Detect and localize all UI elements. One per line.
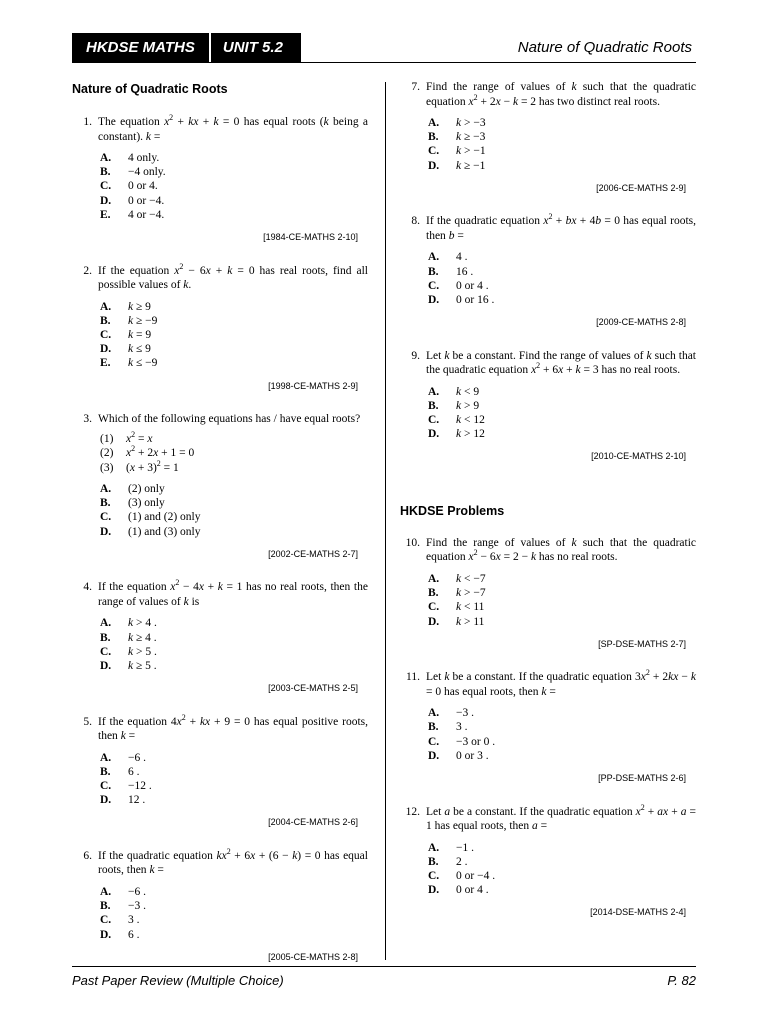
question-number: 1. <box>83 116 92 128</box>
option-letter: D. <box>428 749 440 762</box>
option-b <box>428 720 696 734</box>
option-a <box>428 116 696 130</box>
option-text: k ≥ −1 <box>456 159 486 172</box>
option-b <box>100 631 368 645</box>
option-text: 4 or −4. <box>128 208 165 221</box>
topic-title: Nature of Quadratic Roots <box>517 39 692 56</box>
option-letter: D. <box>100 343 112 356</box>
page-number: P. 82 <box>667 973 696 988</box>
option-d <box>428 427 696 441</box>
option-d <box>100 194 368 208</box>
option-letter: B. <box>428 587 439 600</box>
question-number: 10. <box>405 536 420 549</box>
option-text: 6 . <box>128 765 140 778</box>
option-a <box>100 751 368 765</box>
option-letter: B. <box>428 855 439 868</box>
option-d <box>428 749 696 763</box>
option-letter: D. <box>428 159 440 172</box>
page-header <box>72 33 696 63</box>
option-letter: C. <box>100 780 112 793</box>
option-letter: D. <box>100 525 112 538</box>
question-10 <box>400 536 696 651</box>
options <box>428 841 696 898</box>
option-text: k ≤ −9 <box>128 357 158 370</box>
option-b <box>428 130 696 144</box>
question-6 <box>72 849 368 964</box>
option-d <box>428 883 696 897</box>
question-2 <box>72 261 368 394</box>
option-letter: B. <box>100 497 111 510</box>
option-letter: D. <box>428 615 440 628</box>
right-column <box>400 80 696 920</box>
question-9 <box>400 349 696 464</box>
question-3 <box>72 412 368 561</box>
option-text: 0 or 3 . <box>456 749 489 762</box>
option-letter: C. <box>100 914 112 927</box>
option-text: 0 or 16 . <box>456 293 495 306</box>
option-text: −3 or 0 . <box>456 735 496 748</box>
option-a <box>100 300 368 314</box>
options <box>100 482 368 539</box>
option-b <box>100 496 368 510</box>
option-letter: E. <box>100 357 111 370</box>
option-d <box>100 659 368 673</box>
option-c <box>428 735 696 749</box>
option-c <box>100 510 368 524</box>
option-b <box>428 399 696 413</box>
options <box>100 885 368 942</box>
option-letter: D. <box>100 659 112 672</box>
option-letter: A. <box>100 885 112 898</box>
option-a <box>100 482 368 496</box>
option-letter: E. <box>100 208 111 221</box>
option-text: −1 . <box>456 841 474 854</box>
option-d <box>100 928 368 942</box>
option-c <box>100 913 368 927</box>
option-b <box>428 265 696 279</box>
option-text: −12 . <box>128 780 152 793</box>
option-letter: D. <box>100 194 112 207</box>
statement: (3) $(x + 3)^2 = 1$ <box>100 458 179 474</box>
option-text: 0 or −4. <box>128 194 165 207</box>
question-text: If the quadratic equation $kx^2 + 6x + (6 - k) = 0$ has equal roots, then k = <box>98 847 368 877</box>
statements <box>100 429 368 476</box>
option-d <box>100 525 368 539</box>
option-letter: A. <box>428 117 440 129</box>
question-number: 3. <box>83 413 92 426</box>
option-letter: B. <box>100 765 111 778</box>
option-text: k > 9 <box>456 399 480 412</box>
option-text: 3 . <box>456 721 468 734</box>
option-text: k ≤ 9 <box>128 343 151 356</box>
option-e <box>100 208 368 222</box>
question-number: 11. <box>406 671 420 684</box>
source-ref: [2014-DSE-MATHS 2-4] <box>590 907 686 918</box>
option-b <box>428 855 696 869</box>
option-a <box>428 250 696 264</box>
option-a <box>428 572 696 586</box>
option-text: −3 . <box>456 707 474 720</box>
question-number: 6. <box>83 849 92 862</box>
question-text: The equation $x^2$ + kx + k = 0 has equal roots (k being a constant). k = <box>98 113 368 143</box>
option-letter: D. <box>100 794 112 807</box>
statement: (2) $x^2 + 2x + 1 = 0$ <box>100 444 195 460</box>
option-letter: A. <box>100 152 112 164</box>
option-letter: C. <box>100 511 112 524</box>
option-d <box>100 342 368 356</box>
option-text: 16 . <box>456 265 474 278</box>
options <box>100 616 368 673</box>
option-text: k > −1 <box>456 145 486 158</box>
question-text: Let a be a constant. If the quadratic equation $x^2$ + ax + a = 1 has equal roots, then a = <box>426 802 696 833</box>
option-letter: B. <box>428 721 439 734</box>
question-4 <box>72 580 368 695</box>
options <box>428 572 696 629</box>
question-11 <box>400 670 696 785</box>
option-letter: B. <box>100 631 111 644</box>
option-b <box>428 586 696 600</box>
options <box>428 250 696 307</box>
option-text: k ≥ 9 <box>128 300 151 313</box>
option-letter: D. <box>428 293 440 306</box>
option-b <box>100 899 368 913</box>
question-text: If the quadratic equation $x^2$ + bx + 4b = 0 has equal roots, then b = <box>426 212 696 242</box>
left-column <box>72 80 368 964</box>
footer-title: Past Paper Review (Multiple Choice) <box>72 973 284 988</box>
option-a <box>428 385 696 399</box>
option-letter: C. <box>428 279 440 292</box>
options <box>100 300 368 371</box>
question-number: 5. <box>83 715 92 728</box>
statement: (1) $x^2 = x$ <box>100 429 153 445</box>
options <box>428 116 696 173</box>
options <box>100 751 368 808</box>
section-heading: Nature of Quadratic Roots <box>72 82 228 96</box>
option-letter: C. <box>100 328 112 341</box>
option-c <box>428 413 696 427</box>
option-letter: A. <box>100 483 112 496</box>
option-text: −4 only. <box>128 166 166 179</box>
option-text: k > 5 . <box>128 645 157 658</box>
source-ref: [2003-CE-MATHS 2-5] <box>268 683 358 694</box>
option-letter: D. <box>428 428 440 441</box>
option-text: k = 9 <box>128 328 152 341</box>
question-7 <box>400 80 696 195</box>
source-ref: [1998-CE-MATHS 2-9] <box>268 380 358 391</box>
option-text: k > −3 <box>456 117 486 129</box>
option-text: (1) and (3) only <box>128 525 201 538</box>
option-d <box>428 293 696 307</box>
option-letter: B. <box>428 399 439 412</box>
question-8 <box>400 214 696 329</box>
option-b <box>100 165 368 179</box>
option-letter: C. <box>428 414 440 427</box>
option-letter: C. <box>100 645 112 658</box>
option-letter: A. <box>100 751 112 764</box>
option-text: 4 . <box>456 251 468 264</box>
option-letter: B. <box>100 166 111 179</box>
option-letter: B. <box>428 265 439 278</box>
question-number: 8. <box>411 215 420 228</box>
option-c <box>100 328 368 342</box>
option-letter: A. <box>100 300 112 313</box>
options <box>428 385 696 442</box>
option-a <box>428 841 696 855</box>
question-number: 2. <box>83 264 92 277</box>
option-c <box>428 279 696 293</box>
section-heading: HKDSE Problems <box>400 503 505 518</box>
question-number: 7. <box>411 81 420 93</box>
option-letter: D. <box>100 928 112 941</box>
option-a <box>100 616 368 630</box>
option-letter: A. <box>100 617 112 630</box>
option-a <box>428 706 696 720</box>
option-c <box>428 144 696 158</box>
question-text: Find the range of values of k such that the quadratic equation $x^2 - 6x = 2 - k$ has no real roots. <box>426 536 697 564</box>
option-text: (3) only <box>128 497 165 510</box>
option-text: k ≥ −3 <box>456 131 486 144</box>
unit-label: UNIT 5.2 <box>211 33 301 62</box>
option-c <box>428 600 696 614</box>
option-c <box>100 779 368 793</box>
option-text: k < 12 <box>456 414 485 427</box>
option-text: −6 . <box>128 885 146 898</box>
option-text: 12 . <box>128 794 146 807</box>
option-c <box>100 645 368 659</box>
option-text: 6 . <box>128 928 140 941</box>
option-letter: C. <box>428 869 440 882</box>
option-letter: A. <box>428 251 440 264</box>
options <box>100 151 368 222</box>
column-divider <box>385 82 386 960</box>
source-ref: [2010-CE-MATHS 2-10] <box>591 451 686 462</box>
question-text: Let k be a constant. Find the range of values of k such that the quadratic equation $x^2 + 6x + k = 3$ has no real roots. <box>426 349 697 377</box>
option-text: −3 . <box>128 900 146 913</box>
option-text: k ≥ 4 . <box>128 631 157 644</box>
option-text: 3 . <box>128 914 140 927</box>
source-ref: [SP-DSE-MATHS 2-7] <box>598 638 686 649</box>
option-text: −6 . <box>128 751 146 764</box>
question-text: If the equation $x^2 - 4x + k = 1$ has no real roots, then the range of values of k is <box>98 578 368 608</box>
question-5 <box>72 712 368 830</box>
source-ref: [2002-CE-MATHS 2-7] <box>268 548 358 559</box>
source-ref: [PP-DSE-MATHS 2-6] <box>598 773 686 784</box>
option-d <box>100 793 368 807</box>
question-1 <box>72 115 368 245</box>
source-ref: [2006-CE-MATHS 2-9] <box>596 182 686 193</box>
question-text: If the equation $4x^2$ + kx + 9 = 0 has equal positive roots, then k = <box>98 712 368 743</box>
question-text: If the equation $x^2 - 6x + k = 0$ has real roots, find all possible values of k. <box>98 261 368 292</box>
option-letter: B. <box>428 131 439 144</box>
option-letter: A. <box>428 841 440 854</box>
option-text: k < 9 <box>456 385 480 398</box>
question-number: 9. <box>411 349 420 362</box>
option-text: k > 12 <box>456 428 485 441</box>
question-12 <box>400 802 696 920</box>
option-c <box>428 869 696 883</box>
source-ref: [2005-CE-MATHS 2-8] <box>268 951 358 962</box>
question-number: 12. <box>405 805 420 818</box>
option-text: 0 or 4 . <box>456 279 489 292</box>
option-letter: D. <box>428 884 440 897</box>
option-letter: A. <box>428 385 440 398</box>
option-text: (2) only <box>128 483 165 496</box>
question-number: 4. <box>83 581 92 594</box>
option-letter: C. <box>100 180 112 193</box>
source-ref: [2004-CE-MATHS 2-6] <box>268 817 358 828</box>
option-text: 4 only. <box>128 152 160 164</box>
option-letter: C. <box>428 735 440 748</box>
option-text: k ≥ 5 . <box>128 659 157 672</box>
option-text: 0 or 4. <box>128 180 158 193</box>
option-text: 0 or 4 . <box>456 884 489 897</box>
option-text: k < −7 <box>456 572 486 585</box>
question-text: Find the range of values of k such that the quadratic equation $x^2 + 2x - k = 2$ has two distinct real roots. <box>426 81 697 108</box>
option-text: k > −7 <box>456 587 486 600</box>
option-letter: B. <box>100 314 111 327</box>
source-ref: [1984-CE-MATHS 2-10] <box>263 232 358 243</box>
option-letter: C. <box>428 145 440 158</box>
option-text: 0 or −4 . <box>456 869 496 882</box>
subject-label: HKDSE MATHS <box>72 33 211 62</box>
options <box>428 706 696 763</box>
page-footer <box>72 966 696 988</box>
option-e <box>100 356 368 370</box>
option-c <box>100 179 368 193</box>
option-text: k ≥ −9 <box>128 314 158 327</box>
option-letter: A. <box>428 707 440 720</box>
option-text: 2 . <box>456 855 468 868</box>
question-text: Let k be a constant. If the quadratic equation $3x^2 + 2kx - k = 0$ has equal roots, then k = <box>426 668 696 698</box>
option-d <box>428 615 696 629</box>
option-text: k > 11 <box>456 615 485 628</box>
option-text: (1) and (2) only <box>128 511 201 524</box>
option-b <box>100 765 368 779</box>
option-letter: C. <box>428 601 440 614</box>
question-text: Which of the following equations has / have equal roots? <box>98 413 361 426</box>
source-ref: [2009-CE-MATHS 2-8] <box>596 317 686 328</box>
option-letter: B. <box>100 900 111 913</box>
option-letter: A. <box>428 572 440 585</box>
option-b <box>100 314 368 328</box>
option-a <box>100 151 368 165</box>
option-text: k < 11 <box>456 601 485 614</box>
option-a <box>100 885 368 899</box>
option-d <box>428 159 696 173</box>
option-text: k > 4 . <box>128 617 157 630</box>
